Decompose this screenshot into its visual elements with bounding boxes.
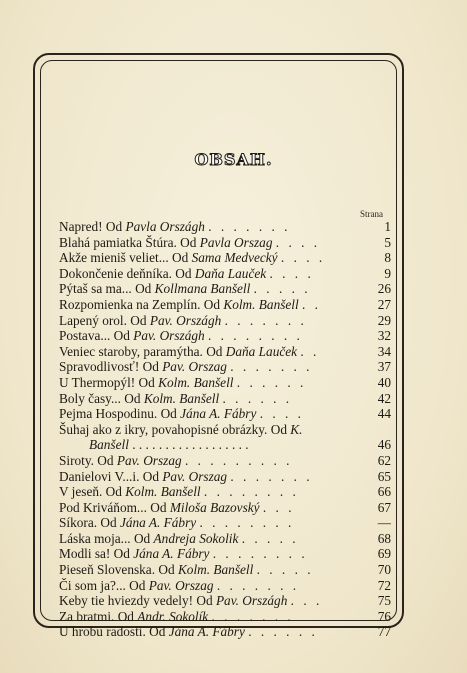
toc-entry: Dokončenie deňníka. Od Daňa Lauček . . . . 9 xyxy=(59,265,391,281)
toc-entry: Pýtaš sa ma... Od Kollmana Banšell . . . . . 26 xyxy=(59,281,391,297)
page-number: 70 xyxy=(377,562,391,578)
toc-entry: Šuhaj ako z ikry, povahopisné obrázky. Od K. Banšell . . . . . . . . . . . . . . . . . . 46 xyxy=(59,421,391,453)
toc-entry: Modli sa! Od Jána A. Fábry . . . . . . . . 69 xyxy=(59,546,391,562)
page-number: — xyxy=(377,515,391,531)
page-number: 67 xyxy=(377,499,391,515)
toc-entry: Pieseň Slovenska. Od Kolm. Banšell . . . . . 70 xyxy=(59,562,391,578)
page-number: 76 xyxy=(377,608,391,624)
toc-entry: Pejma Hospodinu. Od Jána A. Fábry . . . . 44 xyxy=(59,406,391,422)
toc-entry: Napred! Od Pavla Országh . . . . . . . 1 xyxy=(59,219,391,234)
toc-entry: Postava... Od Pav. Országh . . . . . . . . 32 xyxy=(59,328,391,344)
toc-entry: Akže mieniš veliet... Od Sama Medvecký . . . . 8 xyxy=(59,250,391,266)
page-number: 27 xyxy=(377,296,391,312)
toc-entry: Blahá pamiatka Štúra. Od Pavla Orszag . . . . 5 xyxy=(59,234,391,250)
page-number: 77 xyxy=(377,624,391,640)
page-number: 34 xyxy=(377,343,391,359)
page-number: 69 xyxy=(377,546,391,562)
page-title: OBSAH. xyxy=(194,150,273,169)
page-number: 42 xyxy=(377,390,391,406)
page-number: 5 xyxy=(384,234,391,250)
page-number: 40 xyxy=(377,374,391,390)
page-number: 72 xyxy=(377,577,391,593)
page-number: 29 xyxy=(377,312,391,328)
page-number: 65 xyxy=(377,468,391,484)
toc-entry: Siroty. Od Pav. Orszag . . . . . . . . . 62 xyxy=(59,452,391,468)
toc-entry: Boly časy... Od Kolm. Banšell . . . . . . 42 xyxy=(59,390,391,406)
toc-entry: Či som ja?... Od Pav. Orszag . . . . . . . 72 xyxy=(59,577,391,593)
toc-entry: Lapený orol. Od Pav. Országh . . . . . . . 29 xyxy=(59,312,391,328)
page-number: 46 xyxy=(377,437,391,453)
toc-entry: U hrobu radosti. Od Jána A. Fábry . . . . . . 77 xyxy=(59,624,391,640)
page-number: 37 xyxy=(377,359,391,375)
page-number: 1 xyxy=(384,219,391,234)
toc-entry: Za bratmi. Od Andr. Sokolík . . . . . . . 76 xyxy=(59,608,391,624)
page-number: 9 xyxy=(384,265,391,281)
toc-entry: V jeseň. Od Kolm. Banšell . . . . . . . . 66 xyxy=(59,484,391,500)
toc-entry: Rozpomienka na Zemplín. Od Kolm. Banšell . . 27 xyxy=(59,296,391,312)
page-number: 26 xyxy=(377,281,391,297)
page-number: 66 xyxy=(377,484,391,500)
page-number: 62 xyxy=(377,452,391,468)
toc-entry: Keby tie hviezdy vedely! Od Pav. Országh . . . 75 xyxy=(59,593,391,609)
page-number: 32 xyxy=(377,328,391,344)
page-number: 75 xyxy=(377,593,391,609)
toc-entry: Danielovi V...i. Od Pav. Orszag . . . . . . . 65 xyxy=(59,468,391,484)
toc-entry: U Thermopýl! Od Kolm. Banšell . . . . . . 40 xyxy=(59,374,391,390)
toc-entry: Spravodlivosť! Od Pav. Orszag . . . . . . . 37 xyxy=(59,359,391,375)
toc-entry: Pod Kriváňom... Od Miloša Bazovský . . . 67 xyxy=(59,499,391,515)
page-number: 8 xyxy=(384,250,391,266)
toc-entry: Síkora. Od Jána A. Fábry . . . . . . . . — xyxy=(59,515,391,531)
page-column-label: Strana xyxy=(360,209,383,219)
table-of-contents xyxy=(59,219,391,640)
toc-entry: Veniec staroby, paramýtha. Od Daňa Lauček . . 34 xyxy=(59,343,391,359)
page-number: 68 xyxy=(377,530,391,546)
toc-entry: Láska moja... Od Andreja Sokolik . . . . . 68 xyxy=(59,530,391,546)
page-number: 44 xyxy=(377,406,391,422)
